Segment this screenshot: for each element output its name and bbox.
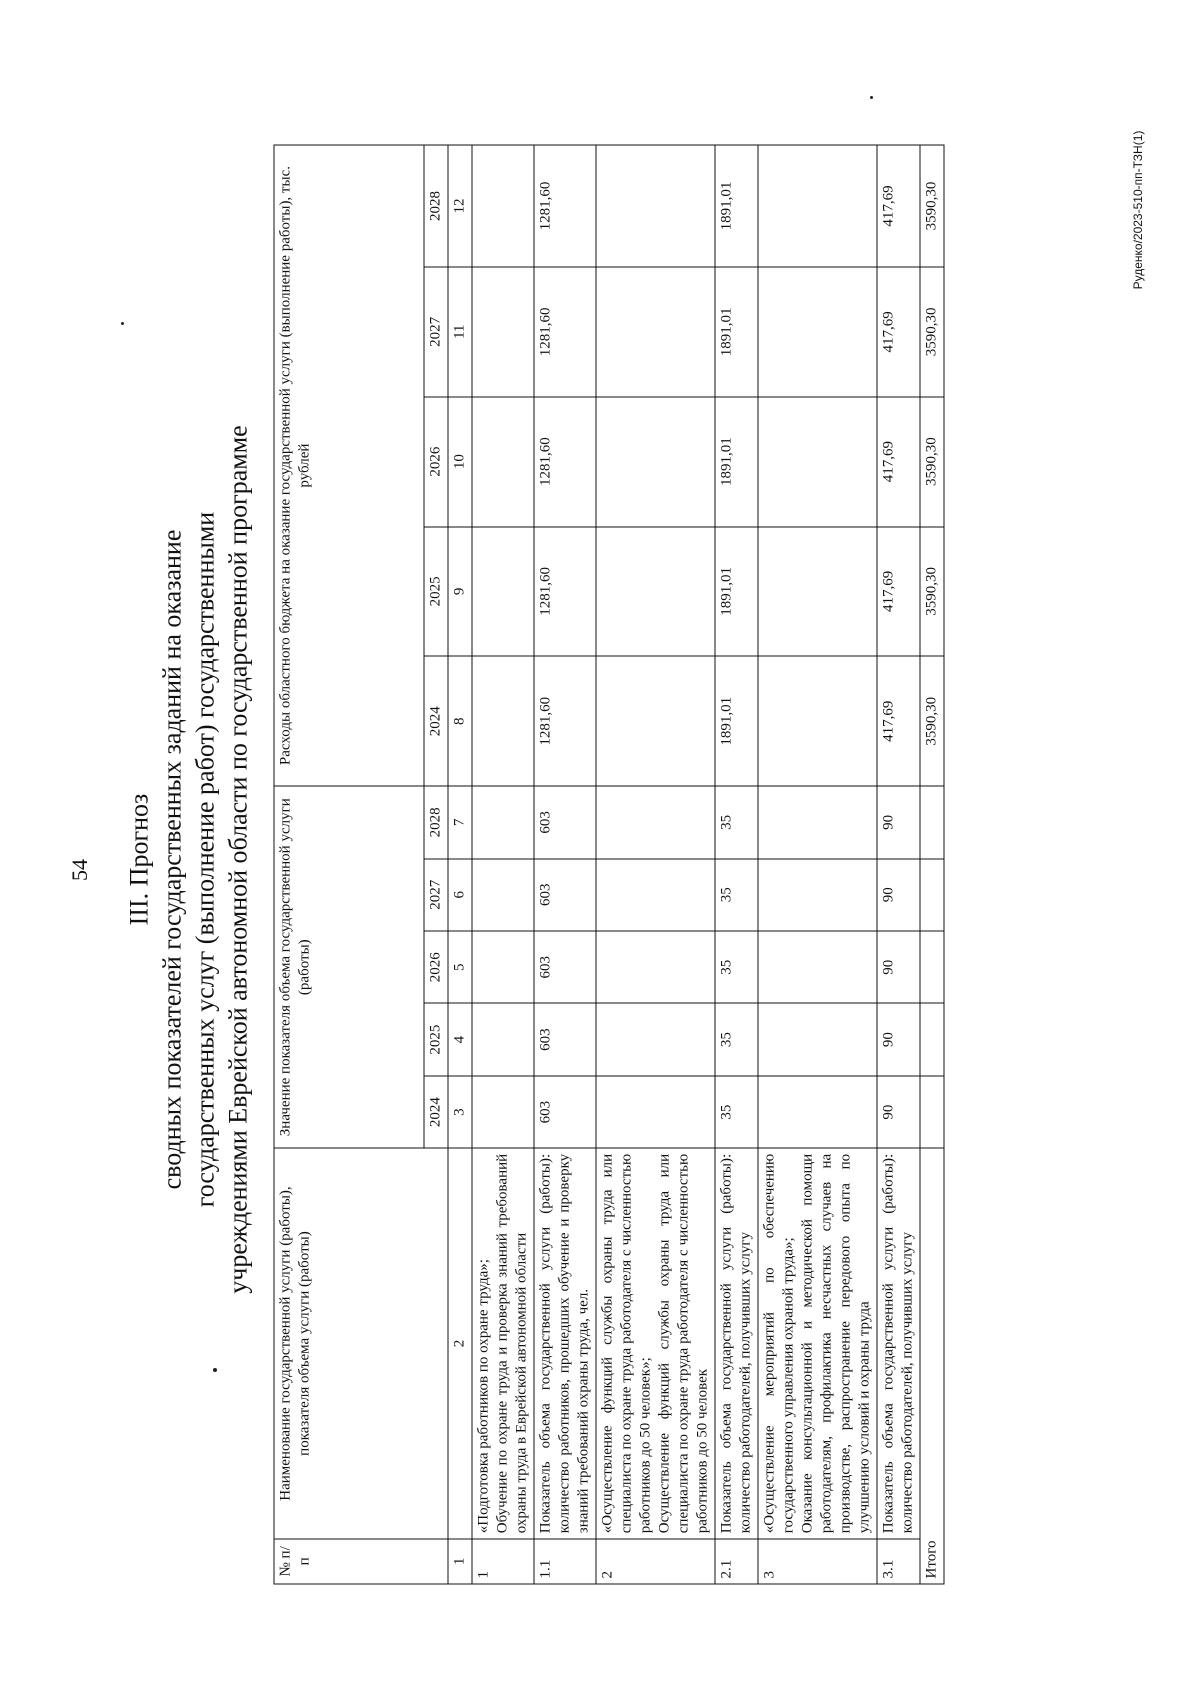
row-number: 3 — [758, 1539, 877, 1584]
column-number: 7 — [448, 786, 472, 858]
title-line-3: государственных услуг (выполнение работ) государственными — [190, 511, 220, 1208]
volume-cell: 35 — [715, 1003, 758, 1075]
indicator-description: Показатель объема государственной услуги (работы): количество работодателей, получивших услугу — [718, 1153, 754, 1534]
expense-cell: 417,69 — [877, 527, 920, 657]
expense-cell — [758, 267, 877, 397]
expense-cell — [472, 397, 534, 527]
volume-cell — [758, 1076, 877, 1148]
expense-cell: 417,69 — [877, 656, 920, 786]
expense-cell — [472, 267, 534, 397]
title-line-4: учреждениями Еврейской автономной области по государственной программе — [223, 425, 253, 1294]
expense-cell: 417,69 — [877, 397, 920, 527]
volume-cell: 603 — [534, 859, 596, 931]
table-row — [596, 145, 715, 1584]
volume-cell — [758, 931, 877, 1003]
volume-cell: 90 — [877, 931, 920, 1003]
expense-cell: 1281,60 — [534, 145, 596, 267]
expense-cell — [472, 527, 534, 657]
volume-cell: 35 — [715, 859, 758, 931]
row-number: 2.1 — [715, 1539, 758, 1584]
year-header: 2027 — [424, 267, 448, 397]
year-header: 2028 — [424, 145, 448, 267]
volume-cell — [596, 859, 715, 931]
volume-cell — [596, 931, 715, 1003]
row-number: 1 — [472, 1539, 534, 1584]
volume-cell: 603 — [534, 1003, 596, 1075]
volume-cell — [472, 786, 534, 858]
expense-cell — [472, 656, 534, 786]
service-title: «Осуществление функций службы охраны труда или специалиста по охране труда работодателя с численностью работников до 50 человек»; — [599, 1153, 654, 1534]
column-number: 5 — [448, 931, 472, 1003]
year-header: 2026 — [424, 931, 448, 1003]
volume-cell: 603 — [534, 931, 596, 1003]
volume-cell: 90 — [877, 1076, 920, 1148]
column-number: 4 — [448, 1003, 472, 1075]
year-header: 2024 — [424, 1076, 448, 1148]
row-number: 2 — [596, 1539, 715, 1584]
service-title: «Подготовка работников по охране труда»; — [475, 1259, 492, 1534]
year-header: 2028 — [424, 786, 448, 858]
year-header: 2026 — [424, 397, 448, 527]
total-expense-cell: 3590,30 — [920, 656, 944, 786]
column-number: 2 — [448, 1148, 472, 1538]
row-number: 3.1 — [877, 1539, 920, 1584]
header-volume: Значение показателя объема государственной услуги (работы) — [274, 786, 424, 1148]
volume-cell — [758, 786, 877, 858]
forecast-table — [274, 145, 945, 1585]
volume-cell — [472, 859, 534, 931]
total-expense-cell: 3590,30 — [920, 397, 944, 527]
volume-cell — [596, 1076, 715, 1148]
table-row — [534, 145, 596, 1584]
header-expenses: Расходы областного бюджета на оказание государственной услуги (выполнение работы), тыс. рублей — [274, 145, 424, 786]
service-description: Оказание консультационной и методической помощи работодателям, профилактика несчастных случаев на производстве, распространение передового опыта по улучшению условий и охраны труда — [799, 1153, 873, 1534]
year-header: 2025 — [424, 1003, 448, 1075]
expense-cell: 1281,60 — [534, 527, 596, 657]
year-header: 2025 — [424, 527, 448, 657]
document-code: Руденко/2023-510-пп-ТЗН(1) — [1131, 130, 1145, 290]
indicator-description: Показатель объема государственной услуги (работы): количество работников, прошедших обучение и проверку знаний требований охраны труда, чел. — [537, 1153, 592, 1534]
column-number: 9 — [448, 527, 472, 657]
total-row — [920, 145, 944, 1584]
service-description: Осуществление функций службы охраны труда или специалиста по охране труда работодателя с численностью работников до 50 человек — [656, 1153, 711, 1534]
title-line-1: III. Прогноз — [124, 793, 154, 926]
expense-cell — [596, 527, 715, 657]
expense-cell: 1891,01 — [715, 527, 758, 657]
volume-cell — [596, 786, 715, 858]
expense-cell: 1281,60 — [534, 656, 596, 786]
service-name — [758, 1148, 877, 1538]
volume-cell: 35 — [715, 1076, 758, 1148]
expense-cell: 417,69 — [877, 145, 920, 267]
total-label: Итого — [920, 1148, 944, 1584]
volume-cell — [920, 1003, 944, 1075]
expense-cell: 1891,01 — [715, 267, 758, 397]
column-number: 3 — [448, 1076, 472, 1148]
volume-cell: 90 — [877, 786, 920, 858]
expense-cell: 1891,01 — [715, 397, 758, 527]
header-name: Наименование государственной услуги (работы), показателя объема услуги (работы) — [274, 1148, 448, 1538]
expense-cell — [596, 656, 715, 786]
service-name — [472, 1148, 534, 1538]
expense-cell: 1281,60 — [534, 267, 596, 397]
expense-cell: 1891,01 — [715, 656, 758, 786]
column-number: 6 — [448, 859, 472, 931]
total-expense-cell: 3590,30 — [920, 267, 944, 397]
table-row — [877, 145, 920, 1584]
column-number: 8 — [448, 656, 472, 786]
table-row — [472, 145, 534, 1584]
volume-cell: 35 — [715, 786, 758, 858]
year-header: 2024 — [424, 656, 448, 786]
year-header: 2027 — [424, 859, 448, 931]
volume-cell: 603 — [534, 786, 596, 858]
volume-cell — [472, 1076, 534, 1148]
total-expense-cell: 3590,30 — [920, 527, 944, 657]
column-number: 12 — [448, 145, 472, 267]
expense-cell: 417,69 — [877, 267, 920, 397]
indicator-name — [534, 1148, 596, 1538]
column-number: 1 — [448, 1539, 472, 1584]
volume-cell: 35 — [715, 931, 758, 1003]
volume-cell — [920, 859, 944, 931]
expense-cell — [758, 145, 877, 267]
volume-cell — [758, 859, 877, 931]
volume-cell: 603 — [534, 1076, 596, 1148]
expense-cell — [758, 397, 877, 527]
title-line-2: сводных показателей государственных заданий на оказание — [157, 529, 187, 1190]
column-number: 10 — [448, 397, 472, 527]
page-number: 54 — [67, 859, 92, 881]
expense-cell — [472, 145, 534, 267]
volume-cell — [920, 931, 944, 1003]
section-title — [123, 100, 255, 1620]
expense-cell: 1281,60 — [534, 397, 596, 527]
indicator-name — [877, 1148, 920, 1538]
header-number: № п/п — [274, 1539, 448, 1584]
column-number: 11 — [448, 267, 472, 397]
indicator-name — [715, 1148, 758, 1538]
volume-cell — [472, 1003, 534, 1075]
expense-cell — [596, 267, 715, 397]
total-expense-cell: 3590,30 — [920, 145, 944, 267]
rotated-content — [78, 100, 1143, 1620]
expense-cell — [596, 145, 715, 267]
table-row — [758, 145, 877, 1584]
volume-cell: 90 — [877, 859, 920, 931]
service-name — [596, 1148, 715, 1538]
volume-cell — [920, 786, 944, 858]
expense-cell — [596, 397, 715, 527]
expense-cell — [758, 656, 877, 786]
service-description: Обучение по охране труда и проверка знаний требований охраны труда в Еврейской автономной области — [494, 1153, 530, 1534]
table-row — [715, 145, 758, 1584]
service-title: «Осуществление мероприятий по обеспечению государственного управления охраной труда»; — [761, 1153, 797, 1534]
row-number: 1.1 — [534, 1539, 596, 1584]
volume-cell: 90 — [877, 1003, 920, 1075]
expense-cell — [758, 527, 877, 657]
volume-cell — [920, 1076, 944, 1148]
expense-cell: 1891,01 — [715, 145, 758, 267]
indicator-description: Показатель объема государственной услуги (работы): количество работодателей, получивших услугу — [880, 1153, 916, 1534]
volume-cell — [472, 931, 534, 1003]
volume-cell — [596, 1003, 715, 1075]
volume-cell — [758, 1003, 877, 1075]
